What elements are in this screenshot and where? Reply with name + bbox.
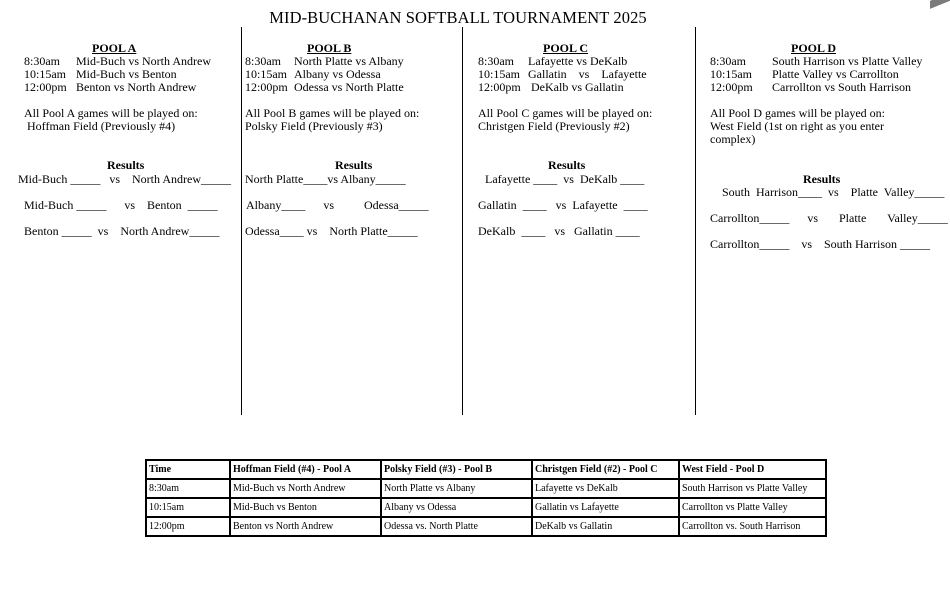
page-title: MID-BUCHANAN SOFTBALL TOURNAMENT 2025 xyxy=(269,8,647,27)
game-matchup: Odessa vs North Platte xyxy=(294,80,404,94)
table-cell: Mid-Buch vs North Andrew xyxy=(230,479,381,498)
game-time: 10:15am xyxy=(245,67,287,81)
column-header: Hoffman Field (#4) - Pool A xyxy=(230,460,381,479)
schedule-summary-table xyxy=(145,459,827,537)
schedule-row xyxy=(24,81,211,94)
game-time: 8:30am xyxy=(710,54,746,68)
table-cell: North Platte vs Albany xyxy=(381,479,532,498)
column-divider xyxy=(695,27,696,415)
field-name: Polsky Field (Previously #3) xyxy=(245,119,383,133)
game-time: 12:00pm xyxy=(245,80,288,94)
pool-d-field-note xyxy=(710,107,910,146)
pool-a-heading: POOL A xyxy=(92,41,137,55)
game-matchup: Mid-Buch vs Benton xyxy=(76,67,177,81)
field-note-text: All Pool C games will be played on: xyxy=(478,106,653,120)
game-time: 10:15am xyxy=(478,67,520,81)
table-cell: DeKalb vs Gallatin xyxy=(532,517,679,536)
result-line: Carrollton_____ vs Platte Valley_____ xyxy=(710,211,948,225)
column-header: Polsky Field (#3) - Pool B xyxy=(381,460,532,479)
game-matchup: DeKalb vs Gallatin xyxy=(531,80,624,94)
result-line: North Platte____vs Albany_____ xyxy=(245,172,406,186)
game-matchup: North Platte vs Albany xyxy=(294,54,404,68)
result-line: South Harrison____ vs Platte Valley_____ xyxy=(722,185,945,199)
pool-a-field-note xyxy=(24,107,239,133)
table-cell: 12:00pm xyxy=(146,517,230,536)
result-line: DeKalb ____ vs Gallatin ____ xyxy=(478,224,640,238)
game-time: 12:00pm xyxy=(24,80,67,94)
field-name: West Field (1st on right as you enter complex) xyxy=(710,119,885,146)
pool-d-results-heading: Results xyxy=(803,172,841,186)
pool-d-schedule xyxy=(710,55,922,94)
result-line: Benton _____ vs North Andrew_____ xyxy=(24,224,220,238)
column-header: Time xyxy=(146,460,230,479)
schedule-row xyxy=(710,81,922,94)
pool-a-schedule xyxy=(24,55,211,94)
game-matchup: Platte Valley vs Carrollton xyxy=(772,67,899,81)
field-name: Hoffman Field (Previously #4) xyxy=(27,119,176,133)
game-matchup: Gallatin vs Lafayette xyxy=(528,67,647,81)
column-header: West Field - Pool D xyxy=(679,460,826,479)
result-line: Mid-Buch _____ vs North Andrew_____ xyxy=(18,172,231,186)
result-line: Lafayette ____ vs DeKalb ____ xyxy=(485,172,645,186)
table-cell: South Harrison vs Platte Valley xyxy=(679,479,826,498)
schedule-row xyxy=(478,81,647,94)
result-line: Carrollton_____ vs South Harrison _____ xyxy=(710,237,930,251)
game-time: 8:30am xyxy=(24,54,60,68)
schedule-row xyxy=(245,81,404,94)
field-name: Christgen Field (Previously #2) xyxy=(478,119,630,133)
pool-b-results-heading: Results xyxy=(335,158,373,172)
table-row xyxy=(146,479,826,498)
table-header-row xyxy=(146,460,826,479)
game-matchup: Carrollton vs South Harrison xyxy=(772,80,911,94)
table-cell: Odessa vs. North Platte xyxy=(381,517,532,536)
game-matchup: Benton vs North Andrew xyxy=(76,80,197,94)
pool-c-results-heading: Results xyxy=(548,158,586,172)
column-divider xyxy=(241,27,242,415)
game-matchup: Mid-Buch vs North Andrew xyxy=(76,54,211,68)
game-matchup: Albany vs Odessa xyxy=(294,67,381,81)
table-cell: 10:15am xyxy=(146,498,230,517)
game-time: 8:30am xyxy=(478,54,514,68)
pool-d-heading: POOL D xyxy=(791,41,837,55)
pool-b-field-note xyxy=(245,107,460,133)
column-divider xyxy=(462,27,463,415)
table-row xyxy=(146,498,826,517)
table-cell: 8:30am xyxy=(146,479,230,498)
field-note-text: All Pool A games will be played on: xyxy=(24,106,198,120)
corner-mark xyxy=(930,0,950,9)
table-cell: Lafayette vs DeKalb xyxy=(532,479,679,498)
game-time: 10:15am xyxy=(24,67,66,81)
pool-c-schedule xyxy=(478,55,647,94)
field-note-text: All Pool D games will be played on: xyxy=(710,106,885,120)
result-line: Odessa____ vs North Platte_____ xyxy=(245,224,418,238)
game-matchup: South Harrison vs Platte Valley xyxy=(772,54,923,68)
game-time: 8:30am xyxy=(245,54,281,68)
table-row xyxy=(146,517,826,536)
result-line: Gallatin ____ vs Lafayette ____ xyxy=(478,198,648,212)
pool-b-schedule xyxy=(245,55,404,94)
column-header: Christgen Field (#2) - Pool C xyxy=(532,460,679,479)
table-cell: Benton vs North Andrew xyxy=(230,517,381,536)
game-time: 12:00pm xyxy=(710,80,753,94)
pool-c-field-note xyxy=(478,107,693,133)
game-time: 12:00pm xyxy=(478,80,521,94)
result-line: Mid-Buch _____ vs Benton _____ xyxy=(24,198,218,212)
pool-b-heading: POOL B xyxy=(307,41,352,55)
pool-a-results-heading: Results xyxy=(107,158,145,172)
table-cell: Carrollton vs. South Harrison xyxy=(679,517,826,536)
pool-c-heading: POOL C xyxy=(543,41,589,55)
field-note-text: All Pool B games will be played on: xyxy=(245,106,420,120)
table-cell: Carrollton vs Platte Valley xyxy=(679,498,826,517)
game-time: 10:15am xyxy=(710,67,752,81)
table-cell: Mid-Buch vs Benton xyxy=(230,498,381,517)
table-cell: Gallatin vs Lafayette xyxy=(532,498,679,517)
result-line: Albany____ vs Odessa_____ xyxy=(246,198,429,212)
game-matchup: Lafayette vs DeKalb xyxy=(528,54,628,68)
table-cell: Albany vs Odessa xyxy=(381,498,532,517)
